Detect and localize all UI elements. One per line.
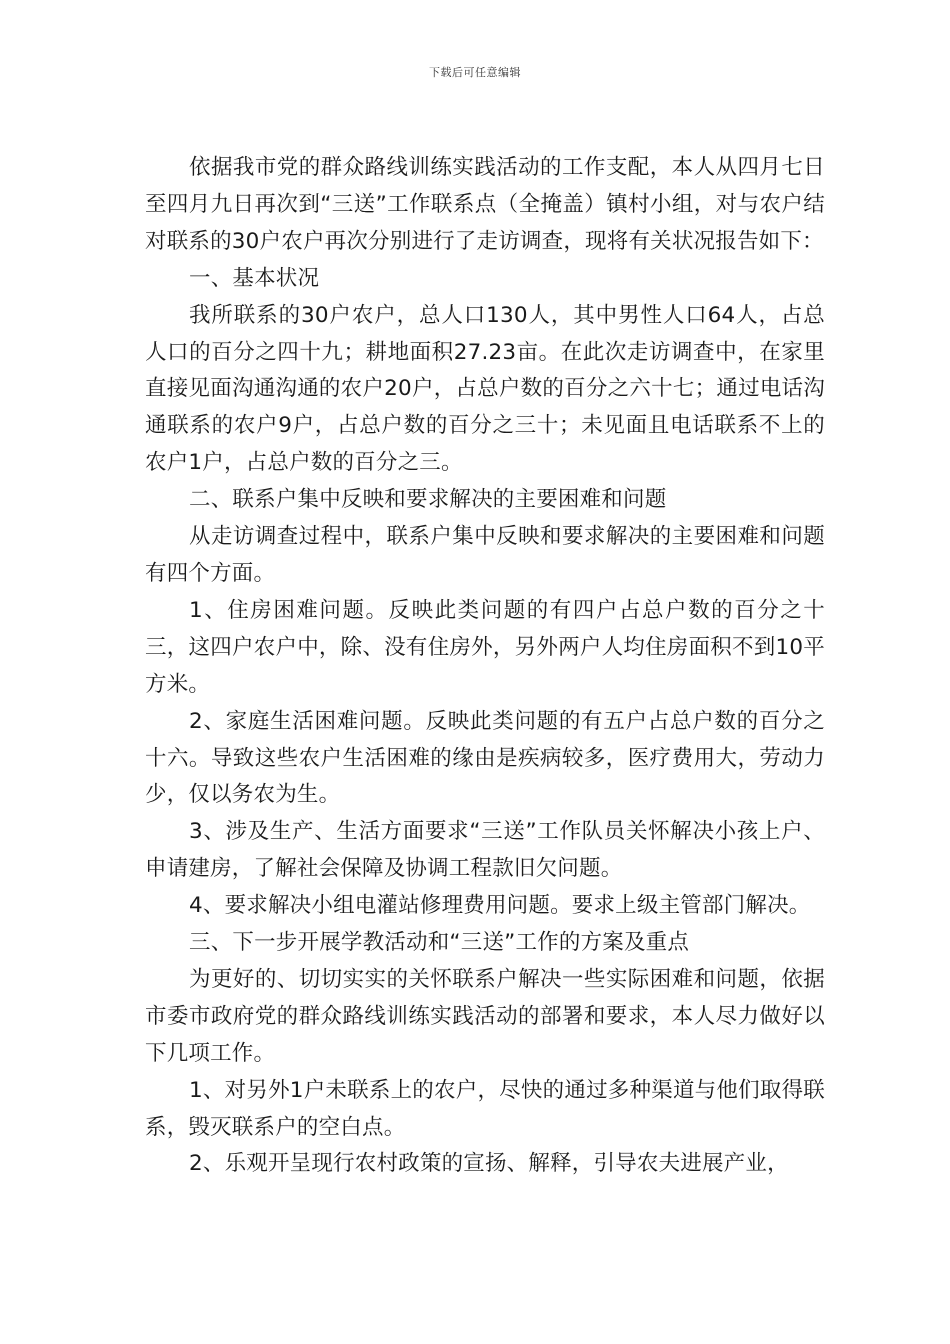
page-header-note: 下载后可任意编辑 — [429, 66, 521, 79]
section-3-heading: 三、下一步开展学教活动和“三送”工作的方案及重点 — [189, 930, 690, 956]
section-3-item-2: 2、乐观开呈现行农村政策的宣扬、解释，引导农夫进展产业， — [189, 1151, 789, 1177]
section-3-item-1: 1、对另外1户未联系上的农户，尽快的通过多种渠道与他们取得联系，毁灭联系户的空白点。 — [145, 1077, 825, 1140]
section-2-heading: 二、联系户集中反映和要求解决的主要困难和问题 — [189, 487, 667, 513]
section-2-item-2: 2、家庭生活困难问题。反映此类问题的有五户占总户数的百分之十六。导致这些农户生活困难的缘由是疾病较多，医疗费用大，劳动力少，仅以务农为生。 — [145, 708, 825, 808]
intro-paragraph: 依据我市党的群众路线训练实践活动的工作支配，本人从四月七日至四月九日再次到“三送”工作联系点（全掩盖）镇村小组，对与农户结对联系的30户农户再次分别进行了走访调查，现将有关状况报告如下： — [145, 155, 825, 254]
section-1-paragraph: 我所联系的30户农户，总人口130人，其中男性人口64人，占总人口的百分之四十九；耕地面积27.23亩。在此次走访调查中，在家里直接见面沟通沟通的农户20户，占总户数的百分之六十七；通过电话沟通联系的农户9户，占总户数的百分之三十；未见面且电话联系不上的农户1户，占总户数的百分之三。 — [145, 302, 825, 476]
section-2-item-4: 4、要求解决小组电灌站修理费用问题。要求上级主管部门解决。 — [189, 893, 811, 919]
section-1-heading: 一、基本状况 — [189, 265, 320, 291]
document-body — [145, 150, 825, 1183]
section-3-intro-paragraph: 为更好的、切切实实的关怀联系户解决一些实际困难和问题，依据市委市政府党的群众路线训练实践活动的部署和要求，本人尽力做好以下几项工作。 — [145, 966, 825, 1066]
section-2-item-1: 1、住房困难问题。反映此类问题的有四户占总户数的百分之十三，这四户农户中，除、没有住房外，另外两户人均住房面积不到10平方米。 — [145, 597, 825, 697]
section-2-item-3: 3、涉及生产、生活方面要求“三送”工作队员关怀解决小孩上户、申请建房，了解社会保障及协调工程款旧欠问题。 — [145, 819, 825, 882]
section-2-intro-paragraph: 从走访调查过程中，联系户集中反映和要求解决的主要困难和问题有四个方面。 — [145, 524, 825, 586]
